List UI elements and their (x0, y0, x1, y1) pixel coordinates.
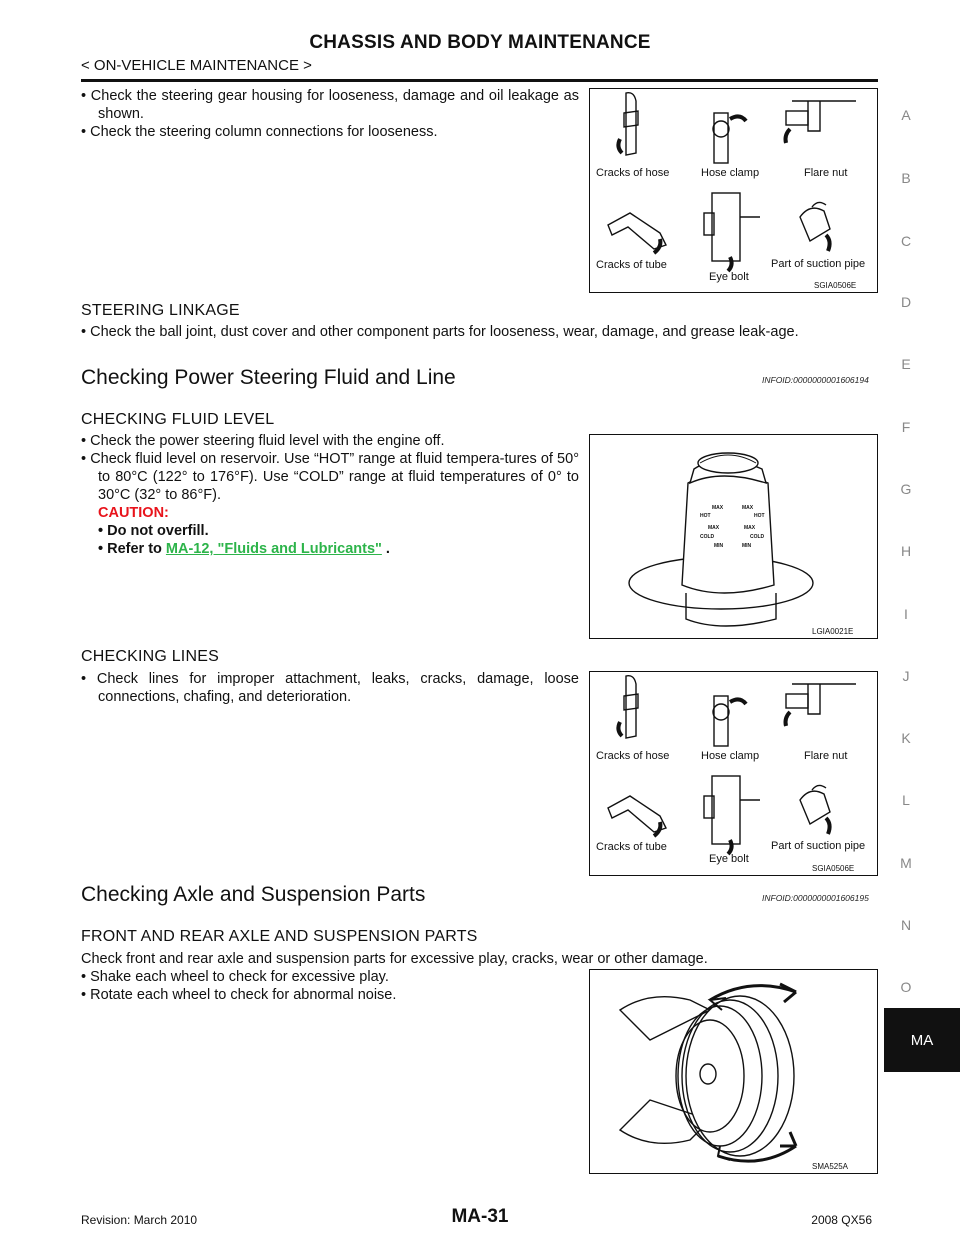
caution-label: CAUTION: (98, 505, 169, 521)
section-title-power-steering: Checking Power Steering Fluid and Line (81, 366, 456, 389)
index-letter-a[interactable]: A (901, 107, 911, 123)
index-letter-b[interactable]: B (901, 170, 911, 186)
figure-code: SMA525A (812, 1162, 849, 1171)
index-letter-h[interactable]: H (900, 543, 912, 559)
header-divider (81, 79, 878, 82)
infoid-axle-suspension: INFOID:0000000001606195 (762, 893, 869, 903)
label-cracks-of-hose: Cracks of hose (596, 750, 670, 762)
heading-checking-lines: CHECKING LINES (81, 648, 219, 665)
page-title: CHASSIS AND BODY MAINTENANCE (309, 32, 651, 53)
label-suction-pipe: Part of suction pipe (771, 258, 866, 270)
mark-hot-left: HOT (700, 513, 711, 519)
label-flare-nut: Flare nut (804, 750, 848, 762)
axle-parts-bullet-2: • Rotate each wheel to check for abnormal noise. (81, 987, 397, 1003)
index-letter-m[interactable]: M (900, 855, 912, 871)
page-subtitle: < ON-VEHICLE MAINTENANCE > (81, 57, 312, 74)
mark-max-left: MAX (712, 505, 724, 511)
footer-revision: Revision: March 2010 (81, 1213, 198, 1227)
mark-max-right: MAX (742, 505, 754, 511)
figure-fluid-reservoir (589, 434, 878, 639)
intro-bullet-2: • Check the steering column connections for looseness. (81, 124, 438, 140)
index-letter-g[interactable]: G (900, 481, 912, 497)
figure-lines-checks (589, 671, 878, 876)
index-letter-k[interactable]: K (901, 730, 911, 746)
intro-bullet-1: • Check the steering gear housing for looseness, damage and oil leakage as shown. (81, 88, 579, 122)
index-letter-o[interactable]: O (900, 979, 912, 995)
footer-model: 2008 QX56 (811, 1213, 872, 1227)
checking-lines-bullet: • Check lines for improper attachment, leaks, cracks, damage, loose connections, chafing, and deterioration. (81, 671, 579, 705)
index-tab-ma[interactable]: MA (884, 1008, 960, 1072)
mark-max2-left: MAX (708, 525, 720, 531)
fluid-level-bullet-1: • Check the power steering fluid level with the engine off. (81, 433, 445, 449)
mark-cold-right: COLD (750, 534, 765, 540)
index-letter-j[interactable]: J (902, 668, 910, 684)
index-letter-c[interactable]: C (900, 233, 912, 249)
figure-code: SGIA0506E (814, 281, 857, 290)
index-letter-f[interactable]: F (901, 419, 911, 435)
heading-checking-fluid-level: CHECKING FLUID LEVEL (81, 411, 275, 428)
mark-cold-left: COLD (700, 534, 715, 540)
axle-parts-bullet-1: • Shake each wheel to check for excessive play. (81, 969, 389, 985)
heading-steering-linkage: STEERING LINKAGE (81, 302, 240, 319)
footer-page-number: MA-31 (451, 1206, 509, 1227)
index-letter-l[interactable]: L (902, 792, 910, 808)
mark-min-right: MIN (742, 543, 752, 549)
label-hose-clamp: Hose clamp (701, 750, 760, 762)
reservoir-illustration (590, 435, 879, 640)
section-title-axle-suspension: Checking Axle and Suspension Parts (81, 883, 426, 906)
figure-wheel-rotation (589, 969, 878, 1174)
figure-steering-gear-checks (589, 88, 878, 293)
label-suction-pipe: Part of suction pipe (771, 840, 866, 852)
index-letter-i[interactable]: I (904, 606, 908, 622)
label-flare-nut: Flare nut (804, 167, 848, 179)
heading-axle-suspension-parts: FRONT AND REAR AXLE AND SUSPENSION PARTS (81, 928, 478, 945)
mark-max2-right: MAX (744, 525, 756, 531)
caution-do-not-overfill: • Do not overfill. (98, 523, 209, 539)
axle-parts-intro: Check front and rear axle and suspension parts for excessive play, cracks, wear or other damage. (81, 951, 708, 967)
wheel-illustration (590, 970, 879, 1175)
link-fluids-and-lubricants[interactable]: MA-12, "Fluids and Lubricants" (165, 541, 382, 557)
label-eye-bolt: Eye bolt (709, 853, 749, 865)
figure-code: SGIA0506E (812, 864, 855, 873)
label-eye-bolt: Eye bolt (709, 271, 749, 283)
index-letter-e[interactable]: E (901, 356, 911, 372)
label-hose-clamp: Hose clamp (701, 167, 760, 179)
mark-min-left: MIN (714, 543, 724, 549)
label-cracks-of-tube: Cracks of tube (596, 259, 667, 271)
label-cracks-of-tube: Cracks of tube (596, 841, 667, 853)
fluid-level-bullet-2: • Check fluid level on reservoir. Use “HOT” range at fluid tempera-tures of 50° to 80°C (122° to 176°F). Use “COLD” range at fluid temperatures of 0° to 30°C (32° to 86°F). (81, 451, 579, 503)
index-letter-d[interactable]: D (900, 294, 912, 310)
infoid-power-steering: INFOID:0000000001606194 (762, 375, 869, 385)
caution-refer-to: • Refer to MA-12, "Fluids and Lubricants" . (98, 541, 390, 557)
figure-code: LGIA0021E (812, 627, 854, 636)
index-letter-n[interactable]: N (900, 917, 912, 933)
steering-linkage-bullet: • Check the ball joint, dust cover and other component parts for looseness, wear, damage, and grease leak-age. (81, 324, 799, 340)
mark-hot-right: HOT (754, 513, 765, 519)
label-cracks-of-hose: Cracks of hose (596, 167, 670, 179)
